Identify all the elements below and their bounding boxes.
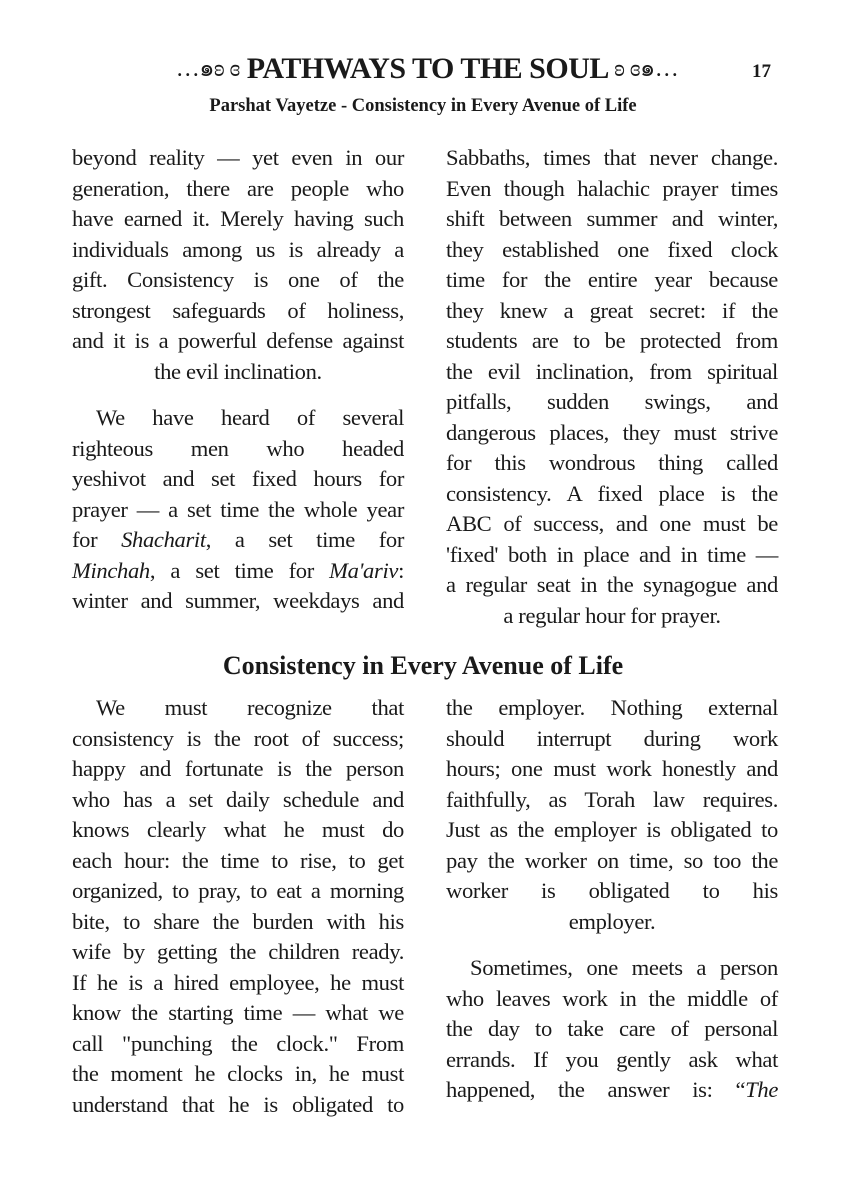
text-line: organized, to pray, to eat a morning: [72, 878, 404, 903]
text-line: and it is a powerful defense against: [72, 328, 404, 353]
section-heading: Consistency in Every Avenue of Life: [222, 651, 624, 680]
text-line: Even though halachic prayer times: [446, 175, 778, 201]
text-line: the day to take care of personal: [446, 1016, 778, 1041]
text-line: Just as the employer is obligated to: [446, 817, 778, 842]
column-top-right: [446, 143, 778, 631]
text-line: strongest safeguards of holiness,: [72, 297, 404, 323]
book-title-text: PATHWAYS TO THE SOUL: [246, 52, 608, 85]
ornament-right-icon: ʚ ɞ๑…: [614, 56, 679, 82]
text-line: have earned it. Merely having such: [72, 206, 404, 231]
paragraph: [72, 693, 404, 1120]
text-line: individuals among us is already a: [72, 236, 404, 262]
text-line: students are to be protected from: [446, 328, 778, 353]
quote-start: The: [745, 1077, 778, 1102]
book-title: [132, 50, 722, 90]
text-run: :: [398, 557, 404, 583]
prayer-name-maariv: Ma'ariv: [329, 557, 399, 583]
paragraph: [72, 403, 404, 617]
column-bottom-left: [72, 693, 404, 1120]
text-line: faithfully, as Torah law requires.: [446, 786, 778, 812]
text-line: [72, 556, 404, 587]
text-line: dangerous places, they must strive: [446, 419, 778, 445]
text-line: call "punching the clock." From: [72, 1030, 404, 1056]
text-line: employer.: [568, 908, 656, 934]
text-line: We must recognize that: [96, 695, 404, 720]
text-line: errands. If you gently ask what: [446, 1046, 778, 1072]
text-line: [72, 525, 404, 556]
text-line: generation, there are people who: [72, 175, 404, 201]
text-line: [446, 1075, 778, 1106]
text-line: who has a set daily schedule and: [72, 786, 404, 812]
prayer-name-shacharit: Shacharit: [121, 527, 206, 552]
text-line: Sometimes, one meets a person: [470, 955, 778, 980]
paragraph: [446, 953, 778, 1106]
text-line: bite, to share the burden with his: [72, 908, 404, 934]
text-line: knows clearly what he must do: [72, 817, 404, 842]
text-line: should interrupt during work: [446, 725, 778, 751]
text-line: shift between summer and winter,: [446, 206, 778, 231]
text-line: gift. Consistency is one of the: [72, 267, 404, 292]
text-line: We have heard of several: [96, 405, 404, 430]
text-line: time for the entire year because: [446, 267, 778, 292]
text-line: for this wondrous thing called: [446, 450, 778, 475]
text-line: each hour: the time to rise, to get: [72, 847, 404, 873]
text-line: beyond reality — yet even in our: [72, 145, 404, 170]
text-line: the evil inclination.: [154, 358, 322, 384]
text-line: they knew a great secret: if the: [446, 297, 778, 323]
text-line: a regular seat in the synagogue and: [446, 572, 778, 597]
prayer-name-minchah: Minchah: [72, 557, 150, 583]
text-line: worker is obligated to his: [446, 878, 778, 903]
chapter-subtitle: Parshat Vayetze - Consistency in Every Avenue of Life: [209, 96, 637, 116]
text-run: happened, the answer is: “: [446, 1077, 746, 1102]
text-line: If he is a hired employee, he must: [72, 969, 404, 995]
text-line: the employer. Nothing external: [446, 695, 778, 720]
text-line: Sabbaths, times that never change.: [446, 145, 778, 170]
page-number: 17: [752, 61, 771, 82]
ornament-left-icon: …๑ʚ ɞ: [175, 56, 240, 82]
text-line: know the starting time — what we: [72, 1000, 404, 1025]
text-line: ABC of success, and one must be: [446, 511, 778, 536]
text-line: the moment he clocks in, he must: [72, 1061, 404, 1086]
text-run: for: [72, 527, 122, 552]
text-line: wife by getting the children ready.: [72, 939, 404, 964]
column-top-left: [72, 143, 404, 617]
text-line: they established one fixed clock: [446, 236, 778, 262]
text-run: , a set time for: [149, 557, 330, 583]
text-line: hours; one must work honestly and: [446, 756, 778, 781]
paragraph: [446, 693, 778, 937]
text-line: prayer — a set time the whole year: [72, 496, 404, 522]
text-line: the evil inclination, from spiritual: [446, 358, 778, 384]
column-bottom-right: [446, 693, 778, 1106]
paragraph: [446, 143, 778, 631]
text-line: righteous men who headed: [72, 435, 404, 461]
text-line: consistency. A fixed place is the: [446, 480, 778, 506]
text-line: consistency is the root of success;: [72, 725, 404, 751]
running-header: [0, 50, 846, 90]
paragraph: [72, 143, 404, 387]
text-line: happy and fortunate is the person: [72, 756, 404, 781]
text-line: pitfalls, sudden swings, and: [446, 389, 778, 414]
text-run: , a set time for: [205, 527, 404, 552]
text-line: winter and summer, weekdays and: [72, 588, 404, 613]
text-line: understand that he is obligated to: [72, 1091, 404, 1117]
text-line: who leaves work in the middle of: [446, 985, 778, 1011]
text-line: a regular hour for prayer.: [503, 602, 721, 628]
text-line: 'fixed' both in place and in time —: [446, 541, 778, 567]
text-line: yeshivot and set fixed hours for: [72, 466, 404, 491]
text-line: pay the worker on time, so too the: [446, 847, 778, 873]
